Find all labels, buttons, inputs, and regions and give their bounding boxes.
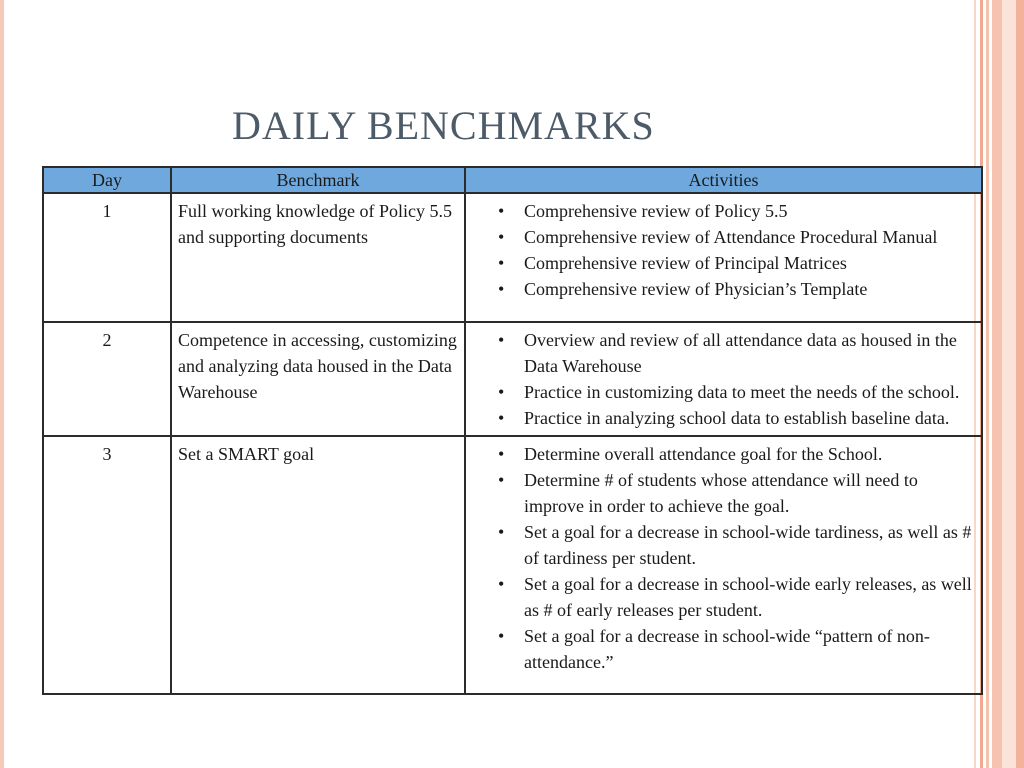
activity-list bbox=[472, 441, 975, 675]
table-row bbox=[43, 436, 982, 694]
activity-item: • Practice in analyzing school data to establish baseline data. bbox=[472, 405, 975, 431]
activity-item: • Set a goal for a decrease in school-wide “pattern of non-attendance.” bbox=[472, 623, 975, 675]
table-header-row bbox=[43, 167, 982, 193]
day-cell: 3 bbox=[43, 436, 171, 694]
day-cell: 2 bbox=[43, 322, 171, 436]
stripe bbox=[992, 0, 1002, 768]
header-day: Day bbox=[43, 167, 171, 193]
activity-item: • Comprehensive review of Attendance Procedural Manual bbox=[472, 224, 975, 250]
benchmark-cell: Competence in accessing, customizing and analyzing data housed in the Data Warehouse bbox=[171, 322, 465, 436]
activity-item: • Set a goal for a decrease in school-wide tardiness, as well as # of tardiness per student. bbox=[472, 519, 975, 571]
activity-item: • Practice in customizing data to meet the needs of the school. bbox=[472, 379, 975, 405]
stripe bbox=[1002, 0, 1016, 768]
header-activities: Activities bbox=[465, 167, 982, 193]
activity-item: • Determine # of students whose attendance will need to improve in order to achieve the goal. bbox=[472, 467, 975, 519]
slide-title: DAILY BENCHMARKS bbox=[232, 103, 655, 148]
stripe bbox=[1016, 0, 1024, 768]
activities-cell bbox=[465, 322, 982, 436]
table-row bbox=[43, 193, 982, 322]
activity-item: • Comprehensive review of Policy 5.5 bbox=[472, 198, 975, 224]
activity-list bbox=[472, 327, 975, 431]
benchmarks-table bbox=[42, 166, 983, 695]
activity-item: • Set a goal for a decrease in school-wide early releases, as well as # of early releases per student. bbox=[472, 571, 975, 623]
activity-item: • Comprehensive review of Principal Matrices bbox=[472, 250, 975, 276]
activities-cell bbox=[465, 436, 982, 694]
activity-list bbox=[472, 198, 975, 302]
stripe bbox=[986, 0, 989, 768]
activity-item: • Overview and review of all attendance data as housed in the Data Warehouse bbox=[472, 327, 975, 379]
table-row bbox=[43, 322, 982, 436]
benchmark-cell: Set a SMART goal bbox=[171, 436, 465, 694]
activity-item: • Determine overall attendance goal for the School. bbox=[472, 441, 975, 467]
benchmark-cell: Full working knowledge of Policy 5.5 and supporting documents bbox=[171, 193, 465, 322]
day-cell: 1 bbox=[43, 193, 171, 322]
activities-cell bbox=[465, 193, 982, 322]
header-benchmark: Benchmark bbox=[171, 167, 465, 193]
activity-item: • Comprehensive review of Physician’s Template bbox=[472, 276, 975, 302]
left-border-rule bbox=[0, 0, 4, 768]
